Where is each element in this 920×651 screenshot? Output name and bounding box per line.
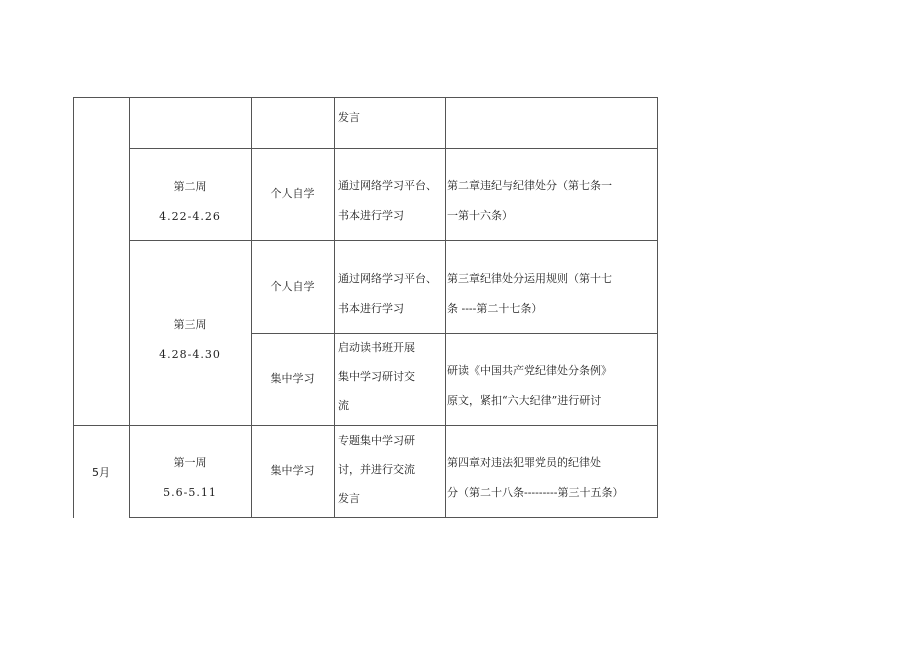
row-divider	[251, 333, 658, 334]
detail-line: 第四章对违法犯罪党员的纪律处	[447, 456, 601, 469]
week-cell	[129, 172, 251, 232]
content-line: 书本进行学习	[338, 302, 404, 315]
column-divider	[251, 97, 252, 518]
content-line: 讨，并进行交流	[338, 463, 415, 476]
column-divider	[334, 97, 335, 518]
method-label: 集中学习	[270, 464, 315, 477]
method-label: 集中学习	[270, 372, 315, 385]
week-label: 第二周	[173, 180, 207, 193]
week-label: 第一周	[173, 456, 207, 469]
content-cell	[338, 110, 360, 126]
content-line: 书本进行学习	[338, 209, 404, 222]
content-cell	[338, 333, 415, 420]
week-cell	[129, 448, 251, 508]
table-border-left	[73, 97, 74, 518]
detail-line: 分（第二十八条---------第三十五条）	[447, 486, 624, 499]
method-cell	[251, 279, 334, 295]
content-line: 集中学习研讨交	[338, 370, 415, 383]
content-line: 专题集中学习研	[338, 434, 415, 447]
method-cell	[251, 463, 334, 479]
detail-cell	[447, 448, 623, 508]
table-border-right	[657, 97, 658, 518]
method-cell	[251, 371, 334, 387]
method-cell	[251, 186, 334, 202]
detail-line: 条 ----第二十七条）	[447, 302, 543, 315]
detail-line: 研读《中国共产党纪律处分条例》	[447, 364, 612, 377]
week-cell	[129, 310, 251, 370]
detail-cell	[447, 171, 612, 231]
detail-cell	[447, 264, 612, 324]
row-divider	[129, 148, 658, 149]
content-line: 启动读书班开展	[338, 341, 415, 354]
table-border-top	[73, 97, 658, 98]
row-divider	[129, 240, 658, 241]
table-border-bottom	[129, 517, 658, 518]
month-label: 5月	[92, 466, 110, 479]
method-label: 个人自学	[270, 187, 315, 200]
detail-line: 原文，紧扣“六大纪律”进行研讨	[447, 394, 602, 407]
content-line: 通过网络学习平台、	[338, 272, 437, 285]
content-cell	[338, 264, 437, 324]
week-dates: 4.28-4.30	[159, 348, 221, 361]
content-cell	[338, 426, 415, 513]
content-line: 发言	[338, 492, 360, 505]
detail-cell	[447, 356, 612, 416]
detail-line: 第三章纪律处分运用规则（第十七	[447, 272, 612, 285]
content-cell	[338, 171, 437, 231]
week-label: 第三周	[173, 318, 207, 331]
week-dates: 4.22-4.26	[159, 210, 221, 223]
content-line: 流	[338, 399, 349, 412]
content-line: 发言	[338, 111, 360, 124]
detail-line: 一第十六条）	[447, 209, 513, 222]
week-dates: 5.6-5.11	[163, 486, 217, 499]
detail-line: 第二章违纪与纪律处分（第七条一	[447, 179, 612, 192]
column-divider	[445, 97, 446, 518]
month-cell	[73, 465, 129, 481]
content-line: 通过网络学习平台、	[338, 179, 437, 192]
method-label: 个人自学	[270, 280, 315, 293]
